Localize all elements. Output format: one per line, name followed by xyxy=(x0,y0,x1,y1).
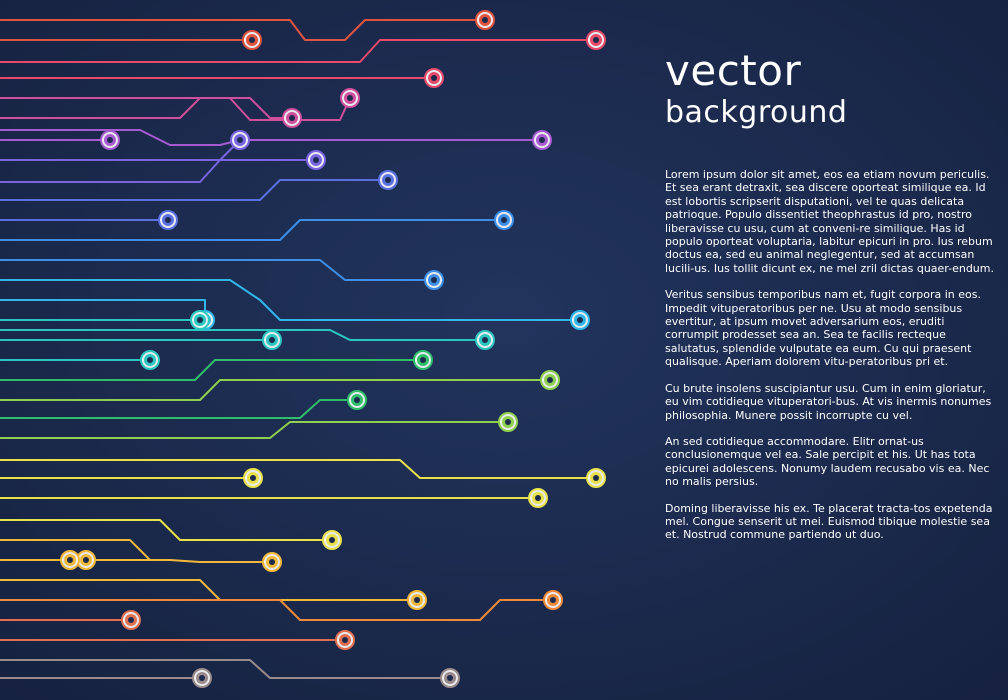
node-core xyxy=(550,597,556,603)
node-core xyxy=(269,337,275,343)
title-background: background xyxy=(665,95,848,130)
paragraph-5: Doming liberavisse his ex. Te placerat tracta-tos expetenda mel. Congue senserit ut mei. Euismod tibique molestie sea et. Nostrud commune partiendo ut duo. xyxy=(665,501,993,542)
trace-node xyxy=(533,131,551,149)
node-core xyxy=(342,637,348,643)
node-core xyxy=(269,559,275,565)
trace-node xyxy=(587,469,605,487)
trace-node xyxy=(541,371,559,389)
trace-node xyxy=(244,469,262,487)
trace-node xyxy=(159,211,177,229)
paragraph-4: An sed cotidieque accommodare. Elitr ornat-us conclusionemque vel ea. Sale percipit et his. Ut has tota epicurei adolescens. Nonumy laudem recusabo vis ea. Nec no malis persius. xyxy=(665,434,990,489)
node-core xyxy=(197,317,203,323)
node-core xyxy=(237,137,243,143)
node-core xyxy=(354,397,360,403)
paragraph-2: Veritus sensibus temporibus nam et, fugit corpora in eos. Impedit vituperatoribus per ne. Usu at modo sensibus evertitur, at ipsum movet adversarium eos, eruditi corrumpit prodesset sea an. Sea te facilis recteque salutatus, splendide vulputate ea eum. Cu qui praesent qualisque. Aperiam dolorem vitu-peratoribus pri et. xyxy=(665,288,981,369)
trace-node xyxy=(101,131,119,149)
node-core xyxy=(67,557,73,563)
trace-node xyxy=(193,669,211,687)
trace-node xyxy=(476,11,494,29)
trace-node xyxy=(529,489,547,507)
node-core xyxy=(539,137,545,143)
trace-node xyxy=(341,89,359,107)
trace-node xyxy=(263,553,281,571)
node-core xyxy=(547,377,553,383)
trace-node xyxy=(587,31,605,49)
node-core xyxy=(313,157,319,163)
node-core xyxy=(83,557,89,563)
paragraph-3: Cu brute insolens suscipiantur usu. Cum in enim gloriatur, eu vim cotidieque vituperatori-bus. At vis inermis nonumes philosophia. Munere possit incorrupte cu vel. xyxy=(665,381,992,422)
trace-node xyxy=(307,151,325,169)
node-core xyxy=(165,217,171,223)
trace-node xyxy=(414,351,432,369)
trace-node xyxy=(571,311,589,329)
trace-node xyxy=(231,131,249,149)
node-core xyxy=(593,37,599,43)
node-core xyxy=(482,17,488,23)
trace-node xyxy=(323,531,341,549)
node-core xyxy=(385,177,391,183)
node-core xyxy=(431,277,437,283)
node-core xyxy=(482,337,488,343)
trace-node xyxy=(495,211,513,229)
node-core xyxy=(414,597,420,603)
title-vector: vector xyxy=(665,46,802,95)
node-core xyxy=(289,115,295,121)
trace-node xyxy=(336,631,354,649)
trace-node xyxy=(61,551,79,569)
trace-node xyxy=(263,331,281,349)
node-core xyxy=(250,475,256,481)
trace-node xyxy=(544,591,562,609)
trace-node xyxy=(408,591,426,609)
paragraph-1: Lorem ipsum dolor sit amet, eos ea etiam novum periculis. Et sea erant detraxit, sea discere oporteat similique ea. Id est lobortis scripserit disputationi, vel te quas delicata patrioque. Populo dissentiet theophrastus id pro, nostro liberavisse cu usu, cum at conveni-re similique. Has id populo oporteat voluptaria, labitur epicuri in pro. Ius rebum doctus ea, sed eu animal neglegentur, sed at accumsan lucili-us. Ius tollit dicunt ex, ne mel zril dictas quaer-endum. xyxy=(665,168,994,275)
title-block xyxy=(665,46,848,130)
trace-node xyxy=(141,351,159,369)
trace-node xyxy=(283,109,301,127)
node-core xyxy=(431,75,437,81)
trace-node xyxy=(425,69,443,87)
node-core xyxy=(128,617,134,623)
node-core xyxy=(107,137,113,143)
trace-node xyxy=(379,171,397,189)
trace-node xyxy=(425,271,443,289)
trace-node xyxy=(191,311,209,329)
node-core xyxy=(593,475,599,481)
trace-node xyxy=(348,391,366,409)
node-core xyxy=(447,675,453,681)
node-core xyxy=(535,495,541,501)
node-core xyxy=(505,419,511,425)
node-core xyxy=(347,95,353,101)
node-core xyxy=(329,537,335,543)
trace-node xyxy=(243,31,261,49)
trace-node xyxy=(476,331,494,349)
node-core xyxy=(249,37,255,43)
node-core xyxy=(199,675,205,681)
body-text xyxy=(665,168,995,555)
node-core xyxy=(420,357,426,363)
trace-node xyxy=(499,413,517,431)
node-core xyxy=(147,357,153,363)
node-core xyxy=(577,317,583,323)
node-core xyxy=(501,217,507,223)
trace-node xyxy=(441,669,459,687)
trace-node xyxy=(122,611,140,629)
